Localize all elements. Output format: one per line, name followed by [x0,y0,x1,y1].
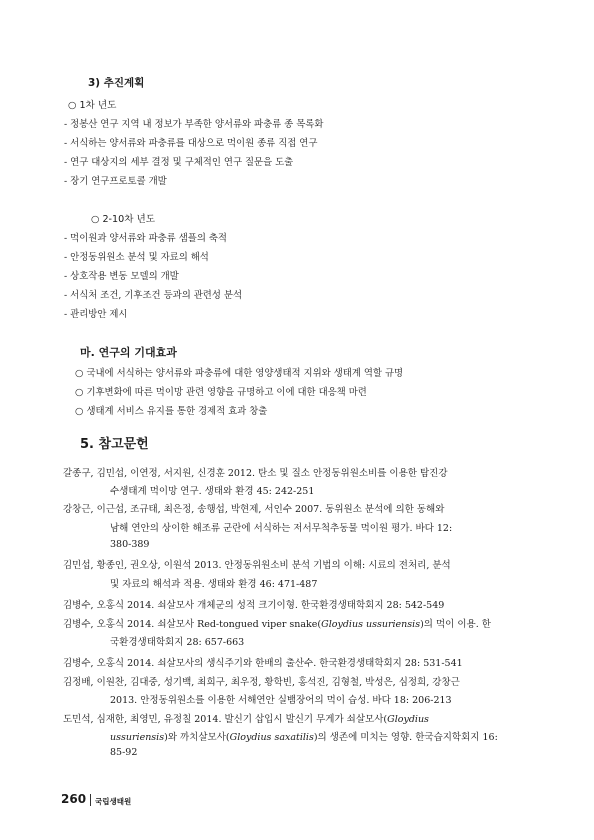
year2-item: - 안정동위원소 분석 및 자료의 해석 [64,252,209,263]
year2-item: - 관리방안 제시 [64,309,128,320]
publisher-name: 국립생태원 [95,797,132,806]
reference-line: 도민석, 심재한, 최영민, 유정칠 2014. 발신기 삽입시 발신기 무게가 쇠살모사(Gloydius [63,714,429,725]
year1-item: - 정봉산 연구 지역 내 정보가 부족한 양서류와 파충류 종 목록화 [64,119,324,130]
reference-line: 강창근, 이근섭, 조규태, 최은정, 송행섭, 박현제, 서인수 2007. 동위원소 분석에 의한 동해와 [63,504,445,515]
effects-heading: 마. 연구의 기대효과 [80,346,177,359]
reference-line: 85-92 [110,747,138,758]
circle-bullet-icon: ○ [75,368,84,379]
footer-divider [90,794,91,806]
effects-item: ○ 국내에 서식하는 양서류와 파충류에 대한 영양생태적 지위와 생태계 역할 규명 [75,368,404,379]
circle-bullet-icon: ○ [91,214,100,225]
reference-line: 국환경생태학회지 28: 657-663 [110,637,245,648]
circle-bullet-icon: ○ [68,100,77,111]
reference-line: 수생태계 먹이망 연구. 생태와 환경 45: 242-251 [110,486,315,497]
reference-line: 및 자료의 해석과 적용. 생태와 환경 46: 471-487 [110,579,318,590]
reference-line: 2013. 안정동위원소를 이용한 서해연안 실뱀장어의 먹이 습성. 바다 18: 206-213 [110,695,452,706]
year1-item: - 서식하는 양서류와 파충류를 대상으로 먹이원 종류 직접 연구 [64,138,318,149]
references-heading: 5. 참고문헌 [80,437,149,452]
circle-bullet-icon: ○ [75,387,84,398]
year2-title [91,211,155,225]
reference-line: 김정배, 이원찬, 김대중, 성기백, 최희구, 최우정, 황학빈, 홍석진, 김형철, 박성은, 심정희, 강창근 [63,677,460,688]
year2-item: - 상호작용 변동 모델의 개발 [64,271,179,282]
reference-line: 김병수, 오홍식 2014. 쇠살모사 개체군의 성적 크기이형. 한국환경생태학회지 28: 542-549 [63,600,445,611]
reference-line: 갈종구, 김민섭, 이연정, 서지원, 신경훈 2012. 탄소 및 질소 안정동위원소비를 이용한 탐진강 [63,468,448,479]
year2-item: - 먹이원과 양서류와 파충류 샘플의 축적 [64,233,227,244]
reference-line: ussuriensis)와 까치살모사(Gloydius saxatilis)의 생존에 미치는 영향. 한국습지학회지 16: [110,732,498,743]
reference-line: 김민섭, 황종인, 권오상, 이원석 2013. 안정동위원소비 분석 기법의 이해: 시료의 전처리, 분석 [63,560,451,571]
effects-item: ○ 생태계 서비스 유지를 통한 경제적 효과 창출 [75,406,268,417]
circle-bullet-icon: ○ [75,406,84,417]
reference-line: 380-389 [110,539,150,550]
plan-heading: 3) 추진계획 [88,77,145,89]
year2-item: - 서식처 조건, 기후조건 등과의 관련성 분석 [64,290,242,301]
page-number: 260 [61,792,87,806]
reference-line: 김병수, 오홍식 2014. 쇠살모사 Red-tongued viper snake(Gloydius ussuriensis)의 먹이 이용. 한 [63,619,491,630]
year2-title-text: 2-10차 년도 [102,214,156,225]
reference-line: 김병수, 오홍식 2014. 쇠살모사의 생식주기와 한배의 출산수. 한국환경생태학회지 28: 531-541 [63,658,463,669]
year1-item: - 장기 연구프로토콜 개발 [64,176,167,187]
year1-item: - 연구 대상지의 세부 결정 및 구체적인 연구 질문을 도출 [64,157,294,168]
reference-line: 남해 연안의 상이한 해조류 군란에 서식하는 저서무척추동물 먹이원 평가. 바다 12: [110,523,453,534]
effects-item: ○ 기후변화에 따른 먹이망 관련 영향을 규명하고 이에 대한 대응책 마련 [75,387,367,398]
year1-title [68,97,116,111]
year1-title-text: 1차 년도 [79,100,117,111]
